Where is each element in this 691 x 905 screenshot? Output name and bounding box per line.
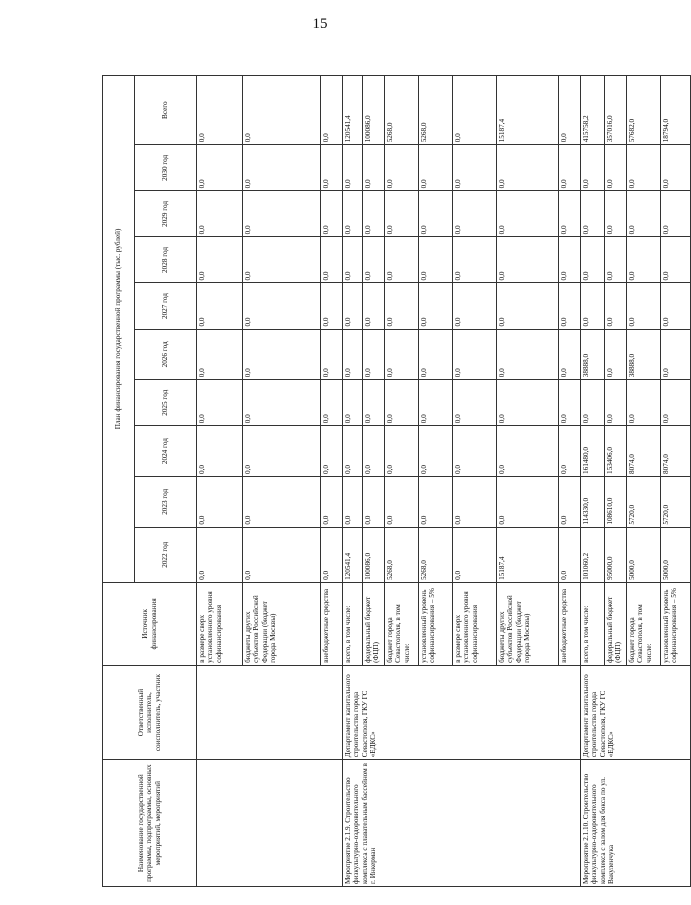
value-cell: 0,0 bbox=[343, 380, 363, 426]
value-cell: 0,0 bbox=[419, 476, 453, 527]
responsible-cell: Департамент капитального строительства города Севастополя, ГКУ ГС «ЕДКС» bbox=[343, 665, 581, 759]
value-cell: 0,0 bbox=[497, 237, 559, 283]
source-cell: федеральный бюджет (ФЦП) bbox=[605, 582, 627, 665]
source-cell: всего, в том числе: bbox=[343, 582, 363, 665]
value-cell: 0,0 bbox=[453, 426, 497, 477]
page-number: 15 bbox=[312, 16, 328, 32]
header-year: 2022 год bbox=[135, 527, 197, 582]
value-cell: 0,0 bbox=[385, 283, 419, 329]
total-cell: 0,0 bbox=[243, 76, 321, 145]
total-cell: 100086,0 bbox=[363, 76, 385, 145]
value-cell: 0,0 bbox=[453, 476, 497, 527]
value-cell: 0,0 bbox=[661, 191, 691, 237]
value-cell: 114330,0 bbox=[581, 476, 605, 527]
responsible-cell: Департамент капитального строительства города Севастополя, ГКУ ГС «ЕДКС» bbox=[581, 665, 691, 759]
financing-table bbox=[102, 75, 691, 887]
header-year: 2030 год bbox=[135, 145, 197, 191]
value-cell: 0,0 bbox=[453, 329, 497, 380]
value-cell: 5000,0 bbox=[627, 527, 661, 582]
value-cell: 0,0 bbox=[419, 426, 453, 477]
value-cell: 0,0 bbox=[559, 527, 581, 582]
total-cell: 18794,0 bbox=[661, 76, 691, 145]
value-cell: 0,0 bbox=[321, 380, 343, 426]
source-cell: федеральный бюджет (ФЦП) bbox=[363, 582, 385, 665]
value-cell: 0,0 bbox=[363, 476, 385, 527]
value-cell: 153406,0 bbox=[605, 426, 627, 477]
value-cell: 0,0 bbox=[559, 237, 581, 283]
value-cell: 38888,0 bbox=[627, 329, 661, 380]
value-cell: 0,0 bbox=[497, 329, 559, 380]
value-cell: 0,0 bbox=[363, 426, 385, 477]
value-cell: 0,0 bbox=[197, 329, 243, 380]
value-cell: 0,0 bbox=[197, 476, 243, 527]
value-cell: 0,0 bbox=[453, 380, 497, 426]
header-program-name: Наименование государственной программы, подпрограммы, основных мероприятий, мероприятий bbox=[103, 760, 197, 887]
header-row-1 bbox=[103, 76, 135, 887]
value-cell: 0,0 bbox=[453, 145, 497, 191]
value-cell: 0,0 bbox=[243, 476, 321, 527]
value-cell: 0,0 bbox=[343, 476, 363, 527]
value-cell: 0,0 bbox=[243, 527, 321, 582]
value-cell: 0,0 bbox=[243, 380, 321, 426]
source-cell: бюджеты других субъектов Российской Федерации (бюджет города Москвы) bbox=[243, 582, 321, 665]
source-cell: бюджеты других субъектов Российской Федерации (бюджет города Москвы) bbox=[497, 582, 559, 665]
total-cell: 0,0 bbox=[197, 76, 243, 145]
value-cell: 0,0 bbox=[197, 426, 243, 477]
value-cell: 0,0 bbox=[363, 329, 385, 380]
value-cell: 0,0 bbox=[605, 237, 627, 283]
table-row bbox=[197, 76, 243, 887]
header-responsible: Ответственный исполнитель, соисполнитель, участник bbox=[103, 665, 197, 759]
value-cell: 0,0 bbox=[661, 145, 691, 191]
value-cell: 0,0 bbox=[453, 237, 497, 283]
value-cell: 0,0 bbox=[419, 145, 453, 191]
value-cell: 0,0 bbox=[321, 237, 343, 283]
value-cell: 0,0 bbox=[385, 191, 419, 237]
value-cell: 0,0 bbox=[363, 145, 385, 191]
value-cell: 0,0 bbox=[581, 191, 605, 237]
value-cell: 0,0 bbox=[581, 380, 605, 426]
total-cell: 57682,0 bbox=[627, 76, 661, 145]
program-name-cell: Мероприятие 2.1.10. Строительство физкультурно-оздоровительного комплекса с залом для бокса по ул. Вакуленчука bbox=[581, 760, 691, 887]
value-cell: 0,0 bbox=[197, 283, 243, 329]
value-cell: 0,0 bbox=[419, 191, 453, 237]
value-cell: 0,0 bbox=[243, 237, 321, 283]
source-cell: бюджет города Севастополя, в том числе: bbox=[627, 582, 661, 665]
value-cell: 0,0 bbox=[453, 191, 497, 237]
value-cell: 0,0 bbox=[497, 476, 559, 527]
value-cell: 5720,0 bbox=[627, 476, 661, 527]
value-cell: 5268,0 bbox=[419, 527, 453, 582]
header-year: 2024 год bbox=[135, 426, 197, 477]
value-cell: 0,0 bbox=[453, 283, 497, 329]
value-cell: 0,0 bbox=[243, 145, 321, 191]
value-cell: 0,0 bbox=[243, 191, 321, 237]
value-cell: 0,0 bbox=[343, 283, 363, 329]
value-cell: 0,0 bbox=[605, 191, 627, 237]
table-row bbox=[581, 76, 605, 887]
value-cell: 0,0 bbox=[497, 191, 559, 237]
header-plan: План финансирования государственной программы (тыс. рублей) bbox=[103, 76, 135, 583]
source-cell: установленный уровень софинансирования – 5% bbox=[419, 582, 453, 665]
value-cell: 0,0 bbox=[321, 476, 343, 527]
value-cell: 0,0 bbox=[559, 283, 581, 329]
value-cell: 0,0 bbox=[197, 380, 243, 426]
value-cell: 0,0 bbox=[605, 283, 627, 329]
value-cell: 0,0 bbox=[321, 283, 343, 329]
value-cell: 0,0 bbox=[385, 426, 419, 477]
header-year: 2028 год bbox=[135, 237, 197, 283]
value-cell: 0,0 bbox=[385, 237, 419, 283]
header-year: 2025 год bbox=[135, 380, 197, 426]
value-cell: 0,0 bbox=[363, 380, 385, 426]
value-cell: 108610,0 bbox=[605, 476, 627, 527]
source-cell: в размере сверх установленного уровня софинансирования bbox=[197, 582, 243, 665]
header-year: 2029 год bbox=[135, 191, 197, 237]
header-year: 2027 год bbox=[135, 283, 197, 329]
value-cell: 0,0 bbox=[559, 329, 581, 380]
value-cell: 0,0 bbox=[627, 191, 661, 237]
value-cell: 0,0 bbox=[559, 145, 581, 191]
value-cell: 0,0 bbox=[627, 380, 661, 426]
total-cell: 0,0 bbox=[453, 76, 497, 145]
value-cell: 0,0 bbox=[243, 426, 321, 477]
header-total: Всего bbox=[135, 76, 197, 145]
value-cell: 0,0 bbox=[661, 283, 691, 329]
value-cell: 161480,0 bbox=[581, 426, 605, 477]
source-cell: внебюджетные средства bbox=[559, 582, 581, 665]
value-cell: 0,0 bbox=[197, 145, 243, 191]
value-cell: 0,0 bbox=[559, 476, 581, 527]
source-cell: внебюджетные средства bbox=[321, 582, 343, 665]
value-cell: 0,0 bbox=[497, 283, 559, 329]
value-cell: 0,0 bbox=[363, 191, 385, 237]
total-cell: 415758,2 bbox=[581, 76, 605, 145]
value-cell: 0,0 bbox=[343, 426, 363, 477]
value-cell: 0,0 bbox=[385, 380, 419, 426]
value-cell: 5268,0 bbox=[385, 527, 419, 582]
value-cell: 0,0 bbox=[627, 237, 661, 283]
value-cell: 0,0 bbox=[385, 145, 419, 191]
value-cell: 0,0 bbox=[197, 527, 243, 582]
value-cell: 0,0 bbox=[363, 237, 385, 283]
value-cell: 0,0 bbox=[581, 145, 605, 191]
source-cell: установленный уровень софинансирования – 5% bbox=[661, 582, 691, 665]
program-name-cell: Мероприятие 2.1.9. Строительство физкультурно-оздоровительного комплекса с плавательным бассейном в г. Инкерман bbox=[343, 760, 581, 887]
value-cell: 0,0 bbox=[321, 329, 343, 380]
total-cell: 5268,0 bbox=[419, 76, 453, 145]
value-cell: 0,0 bbox=[321, 191, 343, 237]
rotated-table-container bbox=[102, 75, 679, 887]
value-cell: 0,0 bbox=[419, 380, 453, 426]
value-cell: 0,0 bbox=[321, 145, 343, 191]
header-year: 2026 год bbox=[135, 329, 197, 380]
value-cell: 0,0 bbox=[321, 426, 343, 477]
total-cell: 357016,0 bbox=[605, 76, 627, 145]
responsible-cell bbox=[197, 665, 343, 759]
table-row bbox=[343, 76, 363, 887]
value-cell: 0,0 bbox=[321, 527, 343, 582]
total-cell: 15187,4 bbox=[497, 76, 559, 145]
value-cell: 0,0 bbox=[559, 191, 581, 237]
value-cell: 0,0 bbox=[385, 476, 419, 527]
value-cell: 0,0 bbox=[559, 426, 581, 477]
total-cell: 120541,4 bbox=[343, 76, 363, 145]
value-cell: 0,0 bbox=[661, 380, 691, 426]
value-cell: 0,0 bbox=[243, 283, 321, 329]
value-cell: 0,0 bbox=[363, 283, 385, 329]
value-cell: 0,0 bbox=[605, 380, 627, 426]
program-name-cell bbox=[197, 760, 343, 887]
header-year: 2023 год bbox=[135, 476, 197, 527]
value-cell: 0,0 bbox=[581, 283, 605, 329]
value-cell: 0,0 bbox=[497, 426, 559, 477]
value-cell: 120541,4 bbox=[343, 527, 363, 582]
value-cell: 101060,2 bbox=[581, 527, 605, 582]
value-cell: 8074,0 bbox=[627, 426, 661, 477]
value-cell: 0,0 bbox=[343, 329, 363, 380]
source-cell: бюджет города Севастополя, в том числе: bbox=[385, 582, 419, 665]
value-cell: 15187,4 bbox=[497, 527, 559, 582]
total-cell: 0,0 bbox=[559, 76, 581, 145]
value-cell: 95000,0 bbox=[605, 527, 627, 582]
header-source: Источник финансирования bbox=[103, 582, 197, 665]
total-cell: 5268,0 bbox=[385, 76, 419, 145]
value-cell: 100086,0 bbox=[363, 527, 385, 582]
value-cell: 8074,0 bbox=[661, 426, 691, 477]
value-cell: 0,0 bbox=[197, 237, 243, 283]
value-cell: 0,0 bbox=[419, 329, 453, 380]
value-cell: 0,0 bbox=[627, 145, 661, 191]
value-cell: 0,0 bbox=[559, 380, 581, 426]
value-cell: 0,0 bbox=[243, 329, 321, 380]
total-cell: 0,0 bbox=[321, 76, 343, 145]
value-cell: 5000,0 bbox=[661, 527, 691, 582]
value-cell: 0,0 bbox=[605, 329, 627, 380]
source-cell: в размере сверх установленного уровня софинансирования bbox=[453, 582, 497, 665]
value-cell: 0,0 bbox=[627, 283, 661, 329]
value-cell: 0,0 bbox=[419, 283, 453, 329]
value-cell: 0,0 bbox=[661, 329, 691, 380]
value-cell: 5720,0 bbox=[661, 476, 691, 527]
value-cell: 0,0 bbox=[343, 237, 363, 283]
source-cell: всего, в том числе: bbox=[581, 582, 605, 665]
value-cell: 0,0 bbox=[197, 191, 243, 237]
value-cell: 38888,0 bbox=[581, 329, 605, 380]
value-cell: 0,0 bbox=[419, 237, 453, 283]
value-cell: 0,0 bbox=[581, 237, 605, 283]
value-cell: 0,0 bbox=[385, 329, 419, 380]
value-cell: 0,0 bbox=[343, 145, 363, 191]
value-cell: 0,0 bbox=[497, 380, 559, 426]
value-cell: 0,0 bbox=[661, 237, 691, 283]
value-cell: 0,0 bbox=[453, 527, 497, 582]
value-cell: 0,0 bbox=[343, 191, 363, 237]
value-cell: 0,0 bbox=[497, 145, 559, 191]
value-cell: 0,0 bbox=[605, 145, 627, 191]
table-body bbox=[197, 76, 691, 887]
